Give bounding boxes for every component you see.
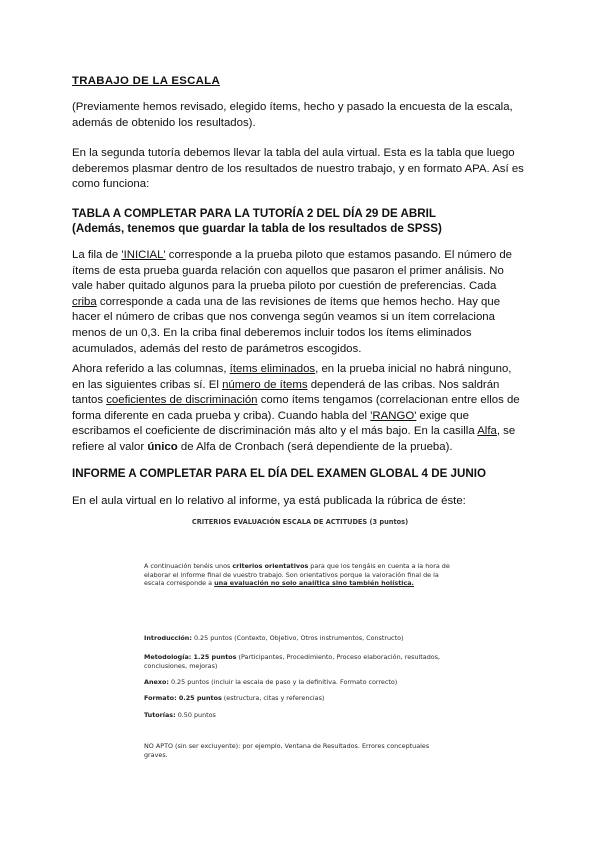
columns-paragraph — [72, 362, 524, 456]
rubric-tutorias — [144, 711, 454, 720]
rubric-image — [140, 512, 460, 770]
rubric-introduccion — [144, 634, 454, 643]
term-criba: criba — [72, 295, 97, 308]
term-items-eliminados: ítems eliminados — [229, 363, 316, 375]
term-inicial: 'INICIAL' — [121, 249, 166, 261]
text: Metodología: 1.25 puntos — [144, 653, 237, 661]
rubric-intro — [144, 562, 454, 588]
text: Ahora referido a las columnas, — [72, 363, 230, 375]
rubric-intro-paragraph: En el aula virtual en lo relativo al informe, ya está publicada la rúbrica de éste: — [72, 495, 466, 507]
term-rango: 'RANGO' — [370, 409, 417, 422]
term-unico: único — [147, 440, 178, 453]
intro-paragraph: (Previamente hemos revisado, elegido ítems, hecho y pasado la encuesta de la escala, además de obtenido los resultados). — [72, 101, 513, 129]
term-coeficientes: coeficientes de discriminación — [106, 394, 258, 407]
text: Anexo: — [144, 678, 169, 686]
text: corresponde a la prueba piloto que estamos pasando. El número de ítems de esta prueba guarda relación con aquellos que pasaron el primer análisis. No vale haber quitado algunos para la prueba piloto por cuestión de preferencias. Cada — [72, 249, 513, 293]
text: La fila de — [72, 249, 122, 261]
inicial-paragraph — [72, 248, 524, 357]
text: de Alfa de Cronbach (será dependiente de la prueba). — [177, 440, 453, 453]
text: dependerá de las cribas. Nos saldrán tantos — [72, 378, 500, 407]
text: (estructura, citas y referencias) — [221, 694, 325, 702]
text: 0.50 puntos — [175, 711, 216, 719]
heading-table-line1: TABLA A COMPLETAR PARA LA TUTORÍA 2 DEL DÍA 29 DE ABRIL — [72, 207, 436, 220]
text: para que los tengáis en cuenta a la hora de elaborar el informe final de vuestro trabajo. Son orientativos porque la valoración final de la escala corresponde a — [144, 562, 450, 588]
text: , se refiere al valor — [72, 425, 516, 453]
rubric-no-apto: NO APTO (sin ser excluyente): por ejemplo, Ventana de Resultados. Errores conceptuales graves. — [144, 742, 430, 759]
rubric-title: CRITERIOS EVALUACIÓN ESCALA DE ACTITUDES (3 puntos) — [191, 518, 409, 526]
text: Introducción: — [144, 634, 192, 642]
text: , en la prueba inicial no habrá ninguno, en las siguientes cribas sí. El — [72, 363, 512, 391]
term-numero-items: número de ítems — [222, 378, 308, 391]
rubric-formato — [144, 694, 454, 703]
rubric-metodologia — [144, 653, 454, 670]
text: corresponde a cada una de las revisiones de ítems que hemos hecho. Hay que hacer el número de cribas que nos convenga según veamos si un ítem correlaciona menos de un 0,3. En la criba final deberemos incluir todos los ítems eliminados acumulados, además del resto de parámetros escogidos. — [72, 295, 501, 355]
heading-table-line2: (Además, tenemos que guardar la tabla de los resultados de SPSS) — [72, 222, 442, 235]
tutorial-paragraph: En la segunda tutoría debemos llevar la tabla del aula virtual. Esta es la tabla que luego deberemos plasmar dentro de los resultados de nuestro trabajo, y en formato APA. Así es como funciona: — [72, 147, 524, 191]
document-title: TRABAJO DE LA ESCALA — [72, 75, 220, 87]
text: Formato: 0.25 puntos — [144, 694, 222, 702]
text: exige que escribamos el coeficiente de discriminación más alto y el más bajo. En la casilla — [72, 409, 478, 438]
term-alfa: Alfa — [477, 425, 497, 438]
text: como ítems tengamos (correlacionan entre ellos de forma diferente en cada prueba y criba). Cuando habla del — [72, 394, 520, 422]
text: (Participantes, Procedimiento, Proceso elaboración, resultados, conclusiones, mejoras) — [144, 653, 441, 670]
text: 0.25 puntos (incluir la escala de paso y la definitiva. Formato correcto) — [168, 678, 398, 686]
text: A continuación tenéis unos — [144, 562, 233, 570]
text: una evaluación no solo analítica sino también holística. — [214, 579, 414, 588]
text: Tutorías: — [144, 711, 176, 719]
rubric-anexo — [144, 678, 454, 687]
heading-table-tutoria — [72, 206, 542, 236]
text: criterios orientativos — [232, 562, 309, 570]
heading-informe: INFORME A COMPLETAR PARA EL DÍA DEL EXAMEN GLOBAL 4 DE JUNIO — [72, 467, 486, 480]
text: 0.25 puntos (Contexto, Objetivo, Otros instrumentos, Constructo) — [191, 634, 404, 642]
